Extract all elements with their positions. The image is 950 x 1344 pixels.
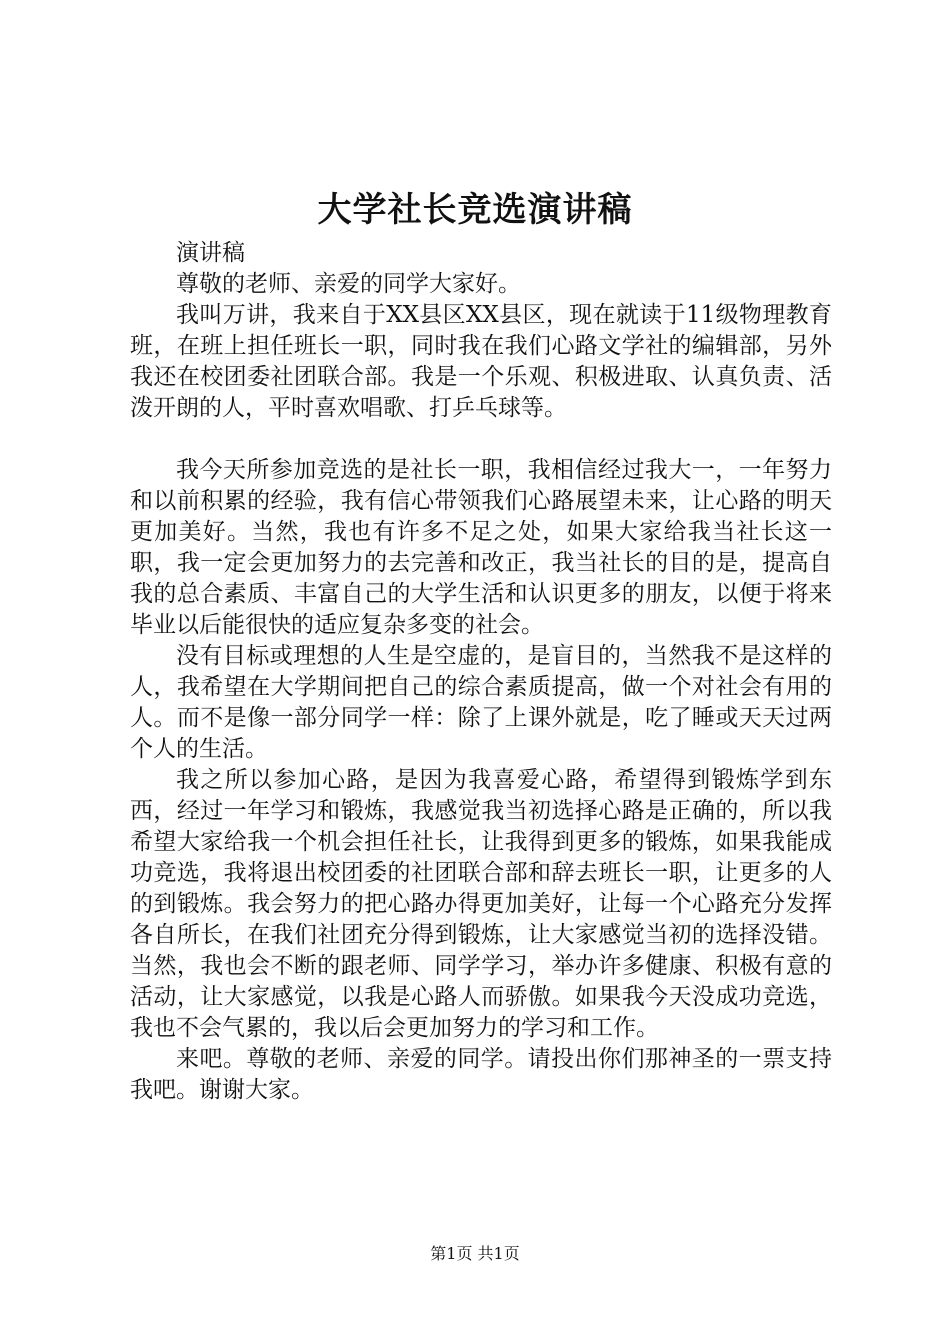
paragraph-candidacy: 我今天所参加竞选的是社长一职，我相信经过我大一，一年努力和以前积累的经验，我有信心带领我们心路展望未来，让心路的明天更加美好。当然，我也有许多不足之处，如果大家给我当社长这一职，我一定会更加努力的去完善和改正，我当社长的目的是，提高自我的总合素质、丰富自己的大学生活和认识更多的朋友，以便于将来毕业以后能很快的适应复杂多变的社会。 xyxy=(130,457,832,638)
page-footer: 第1页 共1页 xyxy=(430,1244,520,1263)
paragraph-motivation: 我之所以参加心路，是因为我喜爱心路，希望得到锻炼学到东西，经过一年学习和锻炼，我感觉我当初选择心路是正确的，所以我希望大家给我一个机会担任社长，让我得到更多的锻炼，如果我能成功竞选，我将退出校团委的社团联合部和辞去班长一职，让更多的人的到锻炼。我会努力的把心路办得更加美好，让每一个心路充分发挥各自所长，在我们社团充分得到锻炼，让大家感觉当初的选择没错。当然，我也会不断的跟老师、同学学习，举办许多健康、积极有意的活动，让大家感觉，以我是心路人而骄傲。如果我今天没成功竞选，我也不会气累的，我以后会更加努力的学习和工作。 xyxy=(130,767,832,1041)
paragraph-spacer xyxy=(130,424,832,455)
document-title: 大学社长竞选演讲稿 xyxy=(317,190,633,230)
paragraph-introduction: 我叫万讲，我来自于XX县区XX县区，现在就读于11级物理教育班，在班上担任班长一职，同时我在我们心路文学社的编辑部，另外我还在校团委社团联合部。我是一个乐观、积极进取、认真负责、活泼开朗的人，平时喜欢唱歌、打乒乓球等。 xyxy=(130,302,832,421)
paragraph-closing: 来吧。尊敬的老师、亲爱的同学。请投出你们那神圣的一票支持我吧。谢谢大家。 xyxy=(130,1046,832,1103)
document-body xyxy=(130,238,832,1106)
paragraph-greeting: 尊敬的老师、亲爱的同学大家好。 xyxy=(176,271,521,297)
paragraph-heading: 演讲稿 xyxy=(176,240,245,266)
paragraph-goals: 没有目标或理想的人生是空虚的，是盲目的，当然我不是这样的人，我希望在大学期间把自己的综合素质提高，做一个对社会有用的人。而不是像一部分同学一样：除了上课外就是，吃了睡或天天过两个人的生活。 xyxy=(130,643,832,762)
